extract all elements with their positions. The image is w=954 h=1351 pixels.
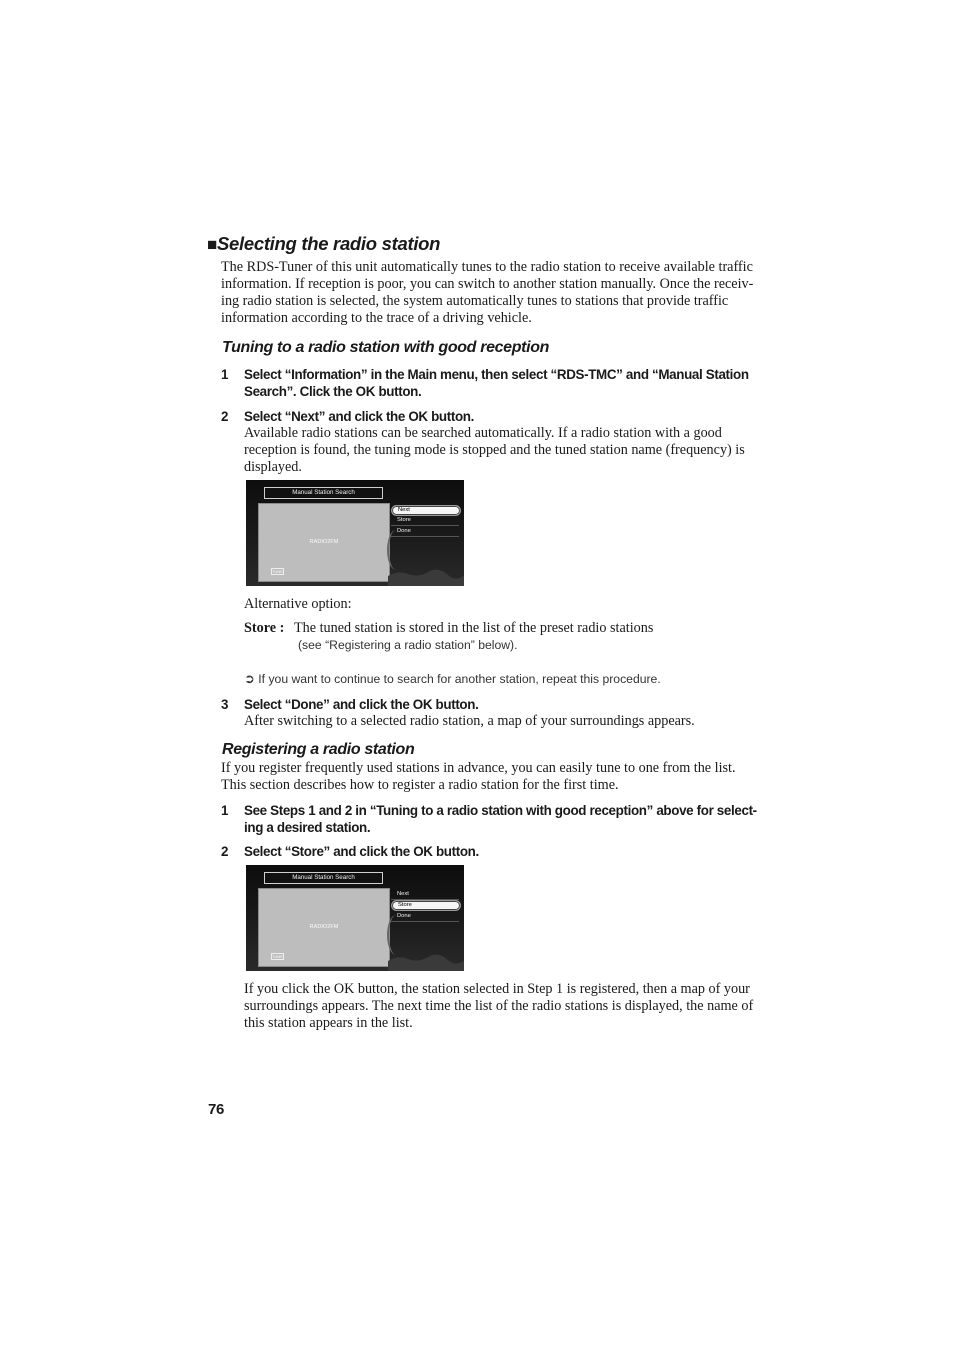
intro-line: If you register frequently used stations in advance, you can easily tune to one from the list. — [221, 760, 736, 776]
tuning-step2-body — [244, 425, 764, 476]
section-intro — [221, 259, 781, 327]
arrow-note-icon: ➲ — [244, 672, 255, 687]
horizon-hills-icon — [388, 562, 464, 586]
outro-line: surroundings appears. The next time the list of the radio stations is displayed, the name of — [244, 998, 754, 1014]
step-line: ing a desired station. — [244, 820, 371, 835]
manual-station-search-screen-store — [246, 865, 464, 971]
note-text: If you want to continue to search for another station, repeat this procedure. — [258, 672, 661, 686]
step-number: 1 — [221, 803, 229, 818]
station-name: RADIO2FM — [309, 924, 339, 930]
step-number: 2 — [221, 844, 229, 859]
tuning-step3-title: Select “Done” and click the OK button. — [244, 697, 479, 712]
tune-icon: TUNE — [272, 569, 283, 574]
store-description: The tuned station is stored in the list of the preset radio stations — [294, 620, 654, 636]
intro-line: information. If reception is poor, you can switch to another station manually. Once the receiv- — [221, 276, 754, 292]
intro-line: The RDS-Tuner of this unit automatically tunes to the radio station to receive available traffic — [221, 259, 753, 275]
screen-title: Manual Station Search — [264, 872, 383, 884]
menu-next-button[interactable]: Next — [391, 890, 459, 900]
intro-line: ing radio station is selected, the system automatically tunes to stations that provide traffic — [221, 293, 729, 309]
step-number: 2 — [221, 409, 229, 424]
menu-store-button[interactable]: Store — [391, 516, 459, 526]
page-number: 76 — [208, 1101, 224, 1118]
section-title: Selecting the radio station — [216, 233, 441, 254]
tuning-step3-body: After switching to a selected radio station, a map of your surroundings appears. — [244, 713, 695, 729]
store-reference: (see “Registering a radio station” below). — [298, 638, 518, 652]
menu-store-button[interactable]: Store — [391, 900, 461, 911]
body-line: Available radio stations can be searched automatically. If a radio station with a good — [244, 425, 722, 441]
manual-station-search-screen — [246, 480, 464, 586]
body-line: reception is found, the tuning mode is stopped and the tuned station name (frequency) is — [244, 442, 745, 458]
horizon-hills-icon — [388, 947, 464, 971]
registering-heading: Registering a radio station — [222, 741, 415, 758]
outro-line: If you click the OK button, the station selected in Step 1 is registered, then a map of your — [244, 981, 750, 997]
outro-line: this station appears in the list. — [244, 1015, 413, 1031]
station-panel — [258, 503, 390, 582]
registering-intro — [221, 760, 781, 794]
screen-title: Manual Station Search — [264, 487, 383, 499]
intro-line: This section describes how to register a radio station for the first time. — [221, 777, 619, 793]
step-number: 1 — [221, 367, 229, 382]
section-heading — [207, 233, 440, 256]
station-panel — [258, 888, 390, 967]
menu-next-button[interactable]: Next — [391, 505, 461, 516]
menu-done-button[interactable]: Done — [391, 912, 459, 922]
step-number: 3 — [221, 697, 229, 712]
registering-step1-text — [244, 802, 764, 836]
alternative-option-label: Alternative option: — [244, 596, 352, 612]
procedure-note — [244, 671, 661, 688]
station-name: RADIO2FM — [309, 539, 339, 545]
intro-line: information according to the trace of a driving vehicle. — [221, 310, 532, 326]
step-line: Select “Information” in the Main menu, then select “RDS-TMC” and “Manual Station — [244, 367, 749, 382]
step-line: Search”. Click the OK button. — [244, 384, 422, 399]
registering-step2-title: Select “Store” and click the OK button. — [244, 844, 479, 859]
body-line: displayed. — [244, 459, 302, 475]
tuning-heading: Tuning to a radio station with good reception — [222, 339, 550, 356]
store-label: Store : — [244, 620, 285, 636]
menu-done-button[interactable]: Done — [391, 527, 459, 537]
registering-outro — [244, 981, 784, 1032]
tune-icon: TUNE — [272, 954, 283, 959]
tuning-step1-text — [244, 366, 764, 400]
tuning-step2-title: Select “Next” and click the OK button. — [244, 409, 475, 424]
square-bullet-icon: ■ — [207, 235, 217, 254]
step-line: See Steps 1 and 2 in “Tuning to a radio station with good reception” above for select- — [244, 803, 757, 818]
